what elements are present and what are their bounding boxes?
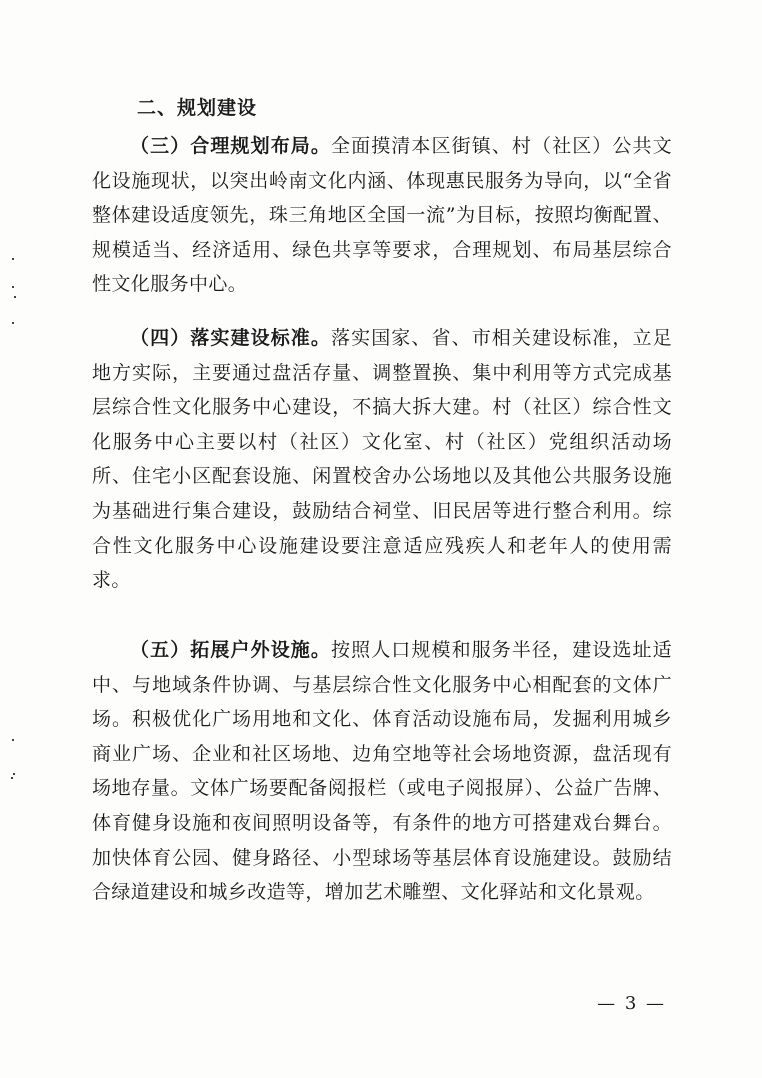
paragraph-lead: （三）合理规划布局。 xyxy=(130,135,331,157)
paragraph-body: 全面摸清本区街镇、村（社区）公共文化设施现状，以突出岭南文化内涵、体现惠民服务为导向，以“全省整体建设适度领先，珠三角地区全国一流”为目标，按照均衡配置、规模适当、经济适用、绿色共享等要求，合理规划、布局基层综合性文化服务中心。 xyxy=(92,135,672,296)
scan-speck xyxy=(12,258,14,260)
scan-speck xyxy=(12,322,14,324)
paragraph-body: 按照人口规模和服务半径，建设选址适中、与地域条件协调、与基层综合性文化服务中心相配套的文体广场。积极优化广场用地和文化、体育活动设施布局，发掘利用城乡商业广场、企业和社区场地、边角空地等社会场地资源，盘活现有场地存量。文体广场要配备阅报栏（或电子阅报屏）、公益广告牌、体育健身设施和夜间照明设备等，有条件的地方可搭建戏台舞台。加快体育公园、健身路径、小型球场等基层体育设施建设。鼓励结合绿道建设和城乡改造等，增加艺术雕塑、文化驿站和文化景观。 xyxy=(92,639,672,904)
scan-speck xyxy=(13,773,15,775)
paragraph-body: 落实国家、省、市相关建设标准，立足地方实际，主要通过盘活存量、调整置换、集中利用等方式完成基层综合性文化服务中心建设，不搞大拆大建。村（社区）综合性文化服务中心主要以村（社区）文化室、村（社区）党组织活动场所、住宅小区配套设施、闲置校舍办公场地以及其他公共服务设施为基础进行集合建设，鼓励结合祠堂、旧民居等进行整合利用。综合性文化服务中心设施建设要注意适应残疾人和老年人的使用需求。 xyxy=(92,327,672,592)
paragraph-lead: （四）落实建设标准。 xyxy=(130,327,331,349)
scan-speck xyxy=(12,739,14,741)
paragraph-construction-standards xyxy=(92,321,672,598)
scan-speck xyxy=(11,777,13,779)
paragraph-lead: （五）拓展户外设施。 xyxy=(130,639,331,661)
paragraph-layout-planning xyxy=(92,129,672,302)
scan-speck xyxy=(14,296,16,298)
page-number: — 3 — xyxy=(597,993,666,1014)
scan-speck xyxy=(12,286,14,288)
paragraph-outdoor-facilities xyxy=(92,633,672,910)
section-heading: 二、规划建设 xyxy=(137,97,258,119)
